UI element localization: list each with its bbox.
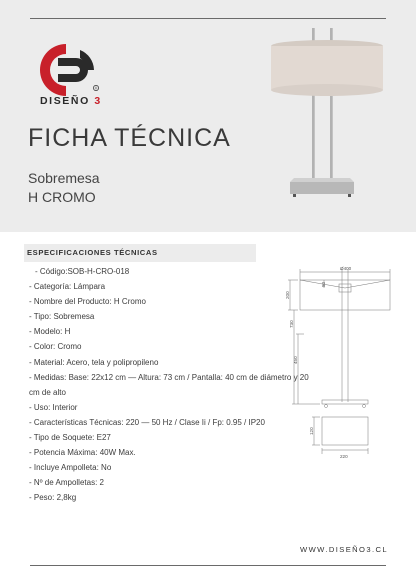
dim-inner-top: 80 xyxy=(321,281,326,287)
spec-item: - Tipo: Sobremesa xyxy=(29,312,95,322)
spec-item: - Código:SOB-H-CRO-018 xyxy=(35,267,130,276)
top-divider xyxy=(30,18,386,19)
brand-number: 3 xyxy=(94,95,102,107)
brand-name: DISEÑO xyxy=(40,95,90,107)
spec-item: - Categoría: Lámpara xyxy=(29,282,106,292)
product-model: H CROMO xyxy=(28,189,96,205)
product-category: Sobremesa xyxy=(28,170,100,186)
spec-item: - Modelo: H xyxy=(29,327,71,337)
dim-width-top: Ø400 xyxy=(340,266,352,271)
spec-item: - Material: Acero, tela y polipropileno xyxy=(29,357,159,367)
spec-item: - Uso: Interior xyxy=(29,402,78,412)
spec-item: - Nº de Ampolletas: 2 xyxy=(29,478,104,488)
specs-heading-bar xyxy=(24,244,256,262)
spec-item: - Características Técnicas: 220 — 50 Hz / Clase Ii / Fp: 0.95 / IP20 xyxy=(29,417,265,427)
spec-item: - Nombre del Producto: H Cromo xyxy=(29,297,146,307)
registered-mark: ® xyxy=(94,86,98,91)
footer-website-link[interactable]: WWW.DISEÑO3.CL xyxy=(300,545,388,554)
dim-shade-height: 200 xyxy=(285,291,290,299)
brand-logo-icon xyxy=(36,38,100,102)
spec-item: - Color: Cromo xyxy=(29,342,82,352)
spec-item: - Tipo de Soquete: E27 xyxy=(29,433,111,443)
spec-item: - Potencia Máxima: 40W Max. xyxy=(29,448,136,458)
spec-item: - Medidas: Base: 22x12 cm — Altura: 73 cm / Pantalla: 40 cm de diámetro y 20 cm de alto xyxy=(29,372,309,397)
brand-wordmark xyxy=(40,95,102,107)
spec-item: - Incluye Ampolleta: No xyxy=(29,463,112,473)
dim-base-depth: 120 xyxy=(309,427,314,435)
page-title: FICHA TÉCNICA xyxy=(28,124,231,152)
dim-total-height: 730 xyxy=(289,320,294,328)
specs-heading: ESPECIFICACIONES TÉCNICAS xyxy=(27,248,158,257)
lamp-product-image xyxy=(266,28,388,206)
dim-base-width: 220 xyxy=(340,454,348,459)
dimension-drawing xyxy=(284,264,404,464)
bottom-divider xyxy=(30,565,386,566)
specs-list xyxy=(29,264,313,506)
spec-item: - Peso: 2,8kg xyxy=(29,493,77,503)
dim-lower-height: 450 xyxy=(293,356,298,364)
